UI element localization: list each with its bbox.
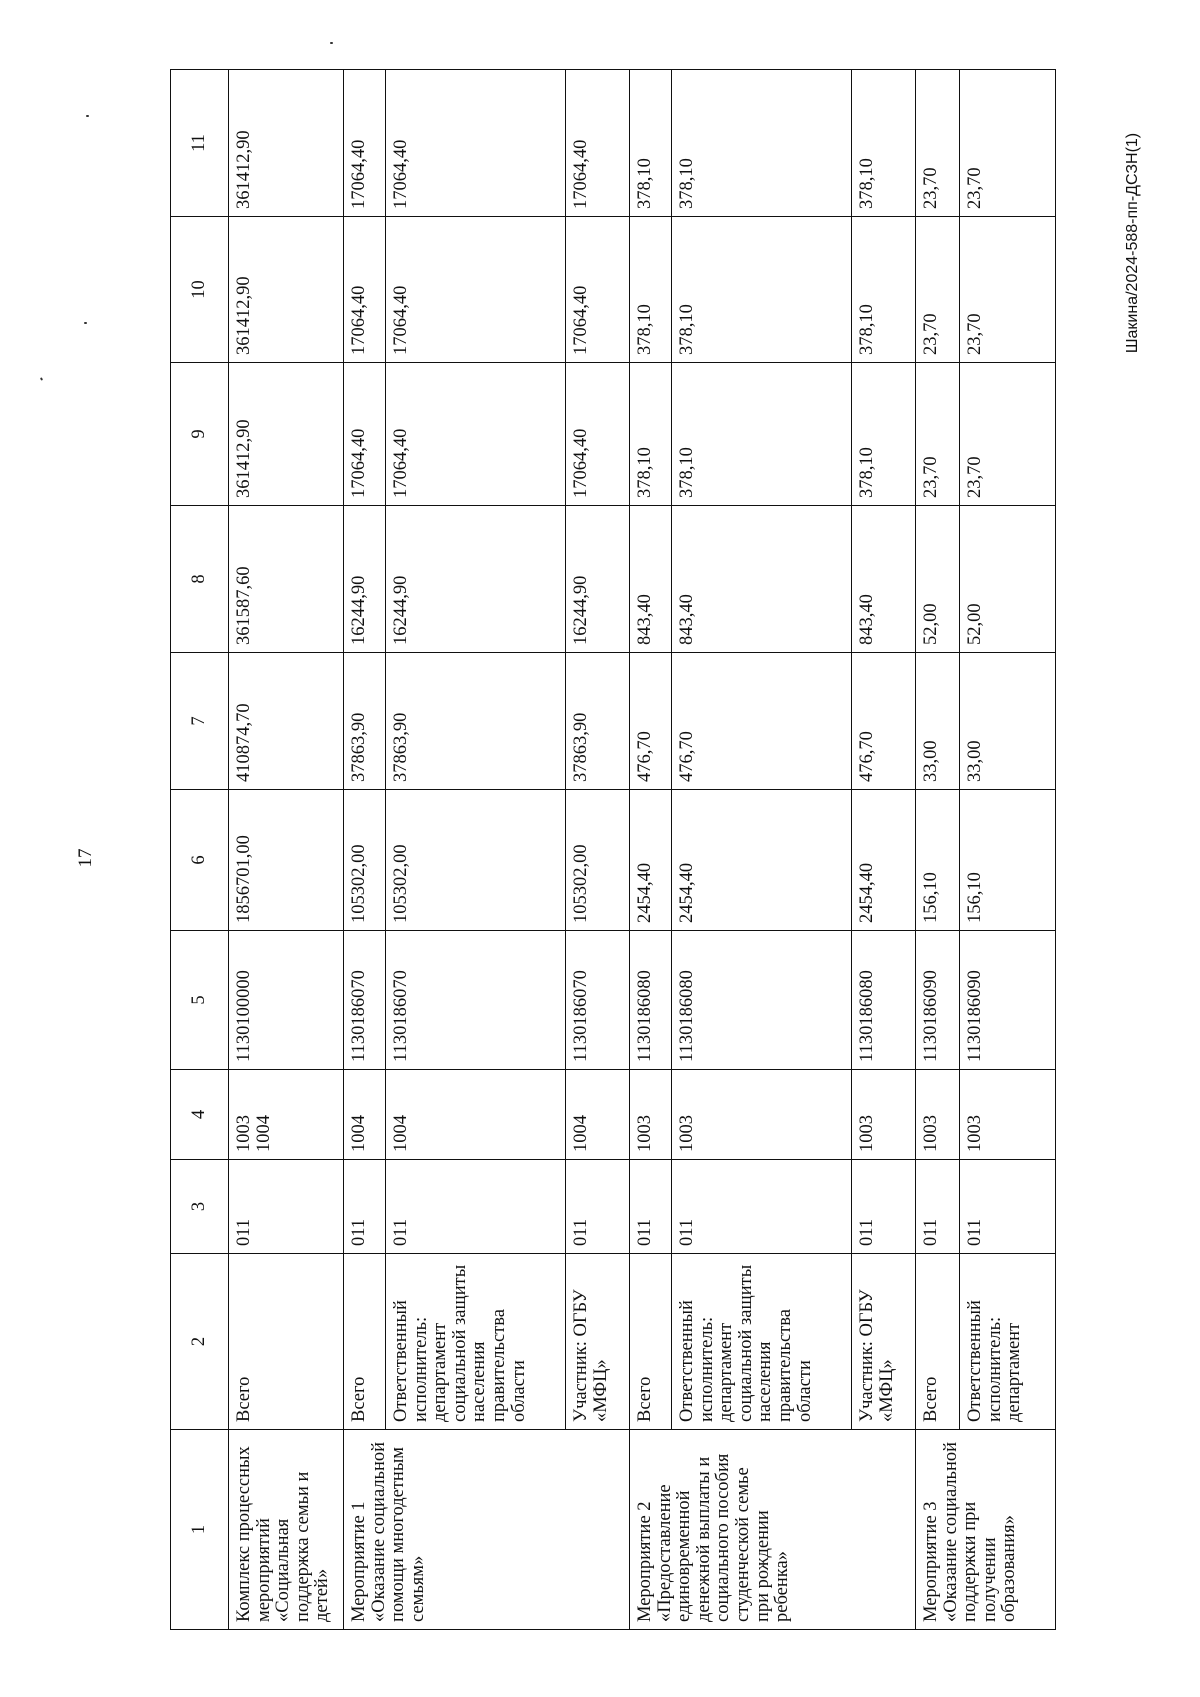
col-header: 11 xyxy=(171,70,229,217)
budget-table xyxy=(170,69,1056,1630)
executor-cell: Ответственный исполнитель: департамент xyxy=(960,1254,1056,1430)
activity-name: Комплекс процессных мероприятий «Социальная поддержка семьи и детей» xyxy=(229,1430,344,1630)
admin-code: 011 xyxy=(960,1160,1056,1254)
section-code: 1003 xyxy=(630,1070,672,1160)
amount-y4: 378,10 xyxy=(630,217,672,363)
executor-cell: Ответственный исполнитель: департамент социальной защиты населения правительства области xyxy=(386,1254,566,1430)
col-header: 1 xyxy=(171,1430,229,1630)
amount-y2: 843,40 xyxy=(852,506,916,653)
amount-total: 2454,40 xyxy=(672,790,852,931)
activity-name: Мероприятие 2 «Предоставление единовременной денежной выплаты и социального пособия студенческой семье при рождении ребенка» xyxy=(630,1430,916,1630)
amount-y4: 23,70 xyxy=(916,217,960,363)
target-code: 1130186070 xyxy=(566,931,630,1070)
table-row xyxy=(630,70,672,1630)
amount-y5: 378,10 xyxy=(672,70,852,217)
amount-y1: 37863,90 xyxy=(344,653,386,790)
col-header: 3 xyxy=(171,1160,229,1254)
amount-y3: 23,70 xyxy=(960,363,1056,506)
executor-cell: Ответственный исполнитель: департамент социальной защиты населения правительства области xyxy=(672,1254,852,1430)
amount-y4: 23,70 xyxy=(960,217,1056,363)
amount-y4: 17064,40 xyxy=(344,217,386,363)
amount-total: 156,10 xyxy=(916,790,960,931)
section-code: 1004 xyxy=(344,1070,386,1160)
admin-code: 011 xyxy=(916,1160,960,1254)
executor-cell: Всего xyxy=(229,1254,344,1430)
amount-total: 156,10 xyxy=(960,790,1056,931)
amount-y1: 476,70 xyxy=(630,653,672,790)
amount-y1: 410874,70 xyxy=(229,653,344,790)
amount-y3: 23,70 xyxy=(916,363,960,506)
amount-y4: 17064,40 xyxy=(566,217,630,363)
amount-y4: 378,10 xyxy=(672,217,852,363)
table-row xyxy=(960,70,1056,1630)
col-header: 10 xyxy=(171,217,229,363)
target-code: 1130186080 xyxy=(630,931,672,1070)
col-header: 4 xyxy=(171,1070,229,1160)
scan-speck xyxy=(40,377,43,381)
section-code: 1003 xyxy=(960,1070,1056,1160)
target-code: 1130186090 xyxy=(960,931,1056,1070)
amount-total: 105302,00 xyxy=(386,790,566,931)
scan-speck xyxy=(84,322,87,324)
section-code: 1003 1004 xyxy=(229,1070,344,1160)
amount-y1: 37863,90 xyxy=(566,653,630,790)
budget-table-rotated xyxy=(170,70,1055,1630)
amount-total: 105302,00 xyxy=(344,790,386,931)
section-code: 1004 xyxy=(566,1070,630,1160)
table-row xyxy=(229,70,344,1630)
amount-y3: 17064,40 xyxy=(386,363,566,506)
table-row xyxy=(344,70,386,1630)
amount-y2: 16244,90 xyxy=(386,506,566,653)
amount-y5: 23,70 xyxy=(916,70,960,217)
document-code: Шакина/2024-588-пп-ДСЗН(1) xyxy=(1124,132,1141,354)
amount-y2: 52,00 xyxy=(916,506,960,653)
col-header: 6 xyxy=(171,790,229,931)
scan-speck xyxy=(330,42,333,44)
table-row xyxy=(916,70,960,1630)
amount-total: 105302,00 xyxy=(566,790,630,931)
amount-y2: 52,00 xyxy=(960,506,1056,653)
target-code: 1130100000 xyxy=(229,931,344,1070)
section-code: 1003 xyxy=(852,1070,916,1160)
amount-y5: 17064,40 xyxy=(566,70,630,217)
amount-total: 2454,40 xyxy=(630,790,672,931)
table-row xyxy=(566,70,630,1630)
executor-cell: Участник: ОГБУ «МФЦ» xyxy=(852,1254,916,1430)
header-row xyxy=(171,70,229,1630)
target-code: 1130186090 xyxy=(916,931,960,1070)
amount-y3: 378,10 xyxy=(630,363,672,506)
amount-y2: 843,40 xyxy=(630,506,672,653)
amount-y5: 17064,40 xyxy=(344,70,386,217)
table-row xyxy=(672,70,852,1630)
amount-y2: 16244,90 xyxy=(344,506,386,653)
table-row xyxy=(386,70,566,1630)
amount-y3: 17064,40 xyxy=(566,363,630,506)
amount-y3: 361412,90 xyxy=(229,363,344,506)
admin-code: 011 xyxy=(566,1160,630,1254)
section-code: 1003 xyxy=(916,1070,960,1160)
col-header: 8 xyxy=(171,506,229,653)
scan-speck xyxy=(86,115,89,117)
amount-y3: 378,10 xyxy=(852,363,916,506)
amount-total: 2454,40 xyxy=(852,790,916,931)
amount-y4: 378,10 xyxy=(852,217,916,363)
section-code: 1004 xyxy=(386,1070,566,1160)
admin-code: 011 xyxy=(672,1160,852,1254)
admin-code: 011 xyxy=(229,1160,344,1254)
table-row xyxy=(852,70,916,1630)
amount-y2: 361587,60 xyxy=(229,506,344,653)
executor-cell: Всего xyxy=(630,1254,672,1430)
admin-code: 011 xyxy=(344,1160,386,1254)
amount-y5: 17064,40 xyxy=(386,70,566,217)
amount-y1: 476,70 xyxy=(672,653,852,790)
activity-name: Мероприятие 1 «Оказание социальной помощи многодетным семьям» xyxy=(344,1430,630,1630)
section-code: 1003 xyxy=(672,1070,852,1160)
page-number: 17 xyxy=(75,848,96,868)
amount-y5: 378,10 xyxy=(630,70,672,217)
amount-y1: 33,00 xyxy=(960,653,1056,790)
activity-name: Мероприятие 3 «Оказание социальной поддержки при получении образования» xyxy=(916,1430,1056,1630)
admin-code: 011 xyxy=(630,1160,672,1254)
executor-cell: Всего xyxy=(916,1254,960,1430)
amount-y5: 361412,90 xyxy=(229,70,344,217)
admin-code: 011 xyxy=(852,1160,916,1254)
amount-y5: 378,10 xyxy=(852,70,916,217)
col-header: 7 xyxy=(171,653,229,790)
col-header: 2 xyxy=(171,1254,229,1430)
amount-y4: 361412,90 xyxy=(229,217,344,363)
amount-y2: 843,40 xyxy=(672,506,852,653)
amount-y1: 33,00 xyxy=(916,653,960,790)
col-header: 5 xyxy=(171,931,229,1070)
target-code: 1130186080 xyxy=(852,931,916,1070)
amount-y1: 37863,90 xyxy=(386,653,566,790)
col-header: 9 xyxy=(171,363,229,506)
executor-cell: Участник: ОГБУ «МФЦ» xyxy=(566,1254,630,1430)
amount-total: 1856701,00 xyxy=(229,790,344,931)
amount-y5: 23,70 xyxy=(960,70,1056,217)
amount-y2: 16244,90 xyxy=(566,506,630,653)
amount-y3: 17064,40 xyxy=(344,363,386,506)
target-code: 1130186070 xyxy=(386,931,566,1070)
executor-cell: Всего xyxy=(344,1254,386,1430)
amount-y1: 476,70 xyxy=(852,653,916,790)
target-code: 1130186070 xyxy=(344,931,386,1070)
admin-code: 011 xyxy=(386,1160,566,1254)
amount-y3: 378,10 xyxy=(672,363,852,506)
amount-y4: 17064,40 xyxy=(386,217,566,363)
target-code: 1130186080 xyxy=(672,931,852,1070)
